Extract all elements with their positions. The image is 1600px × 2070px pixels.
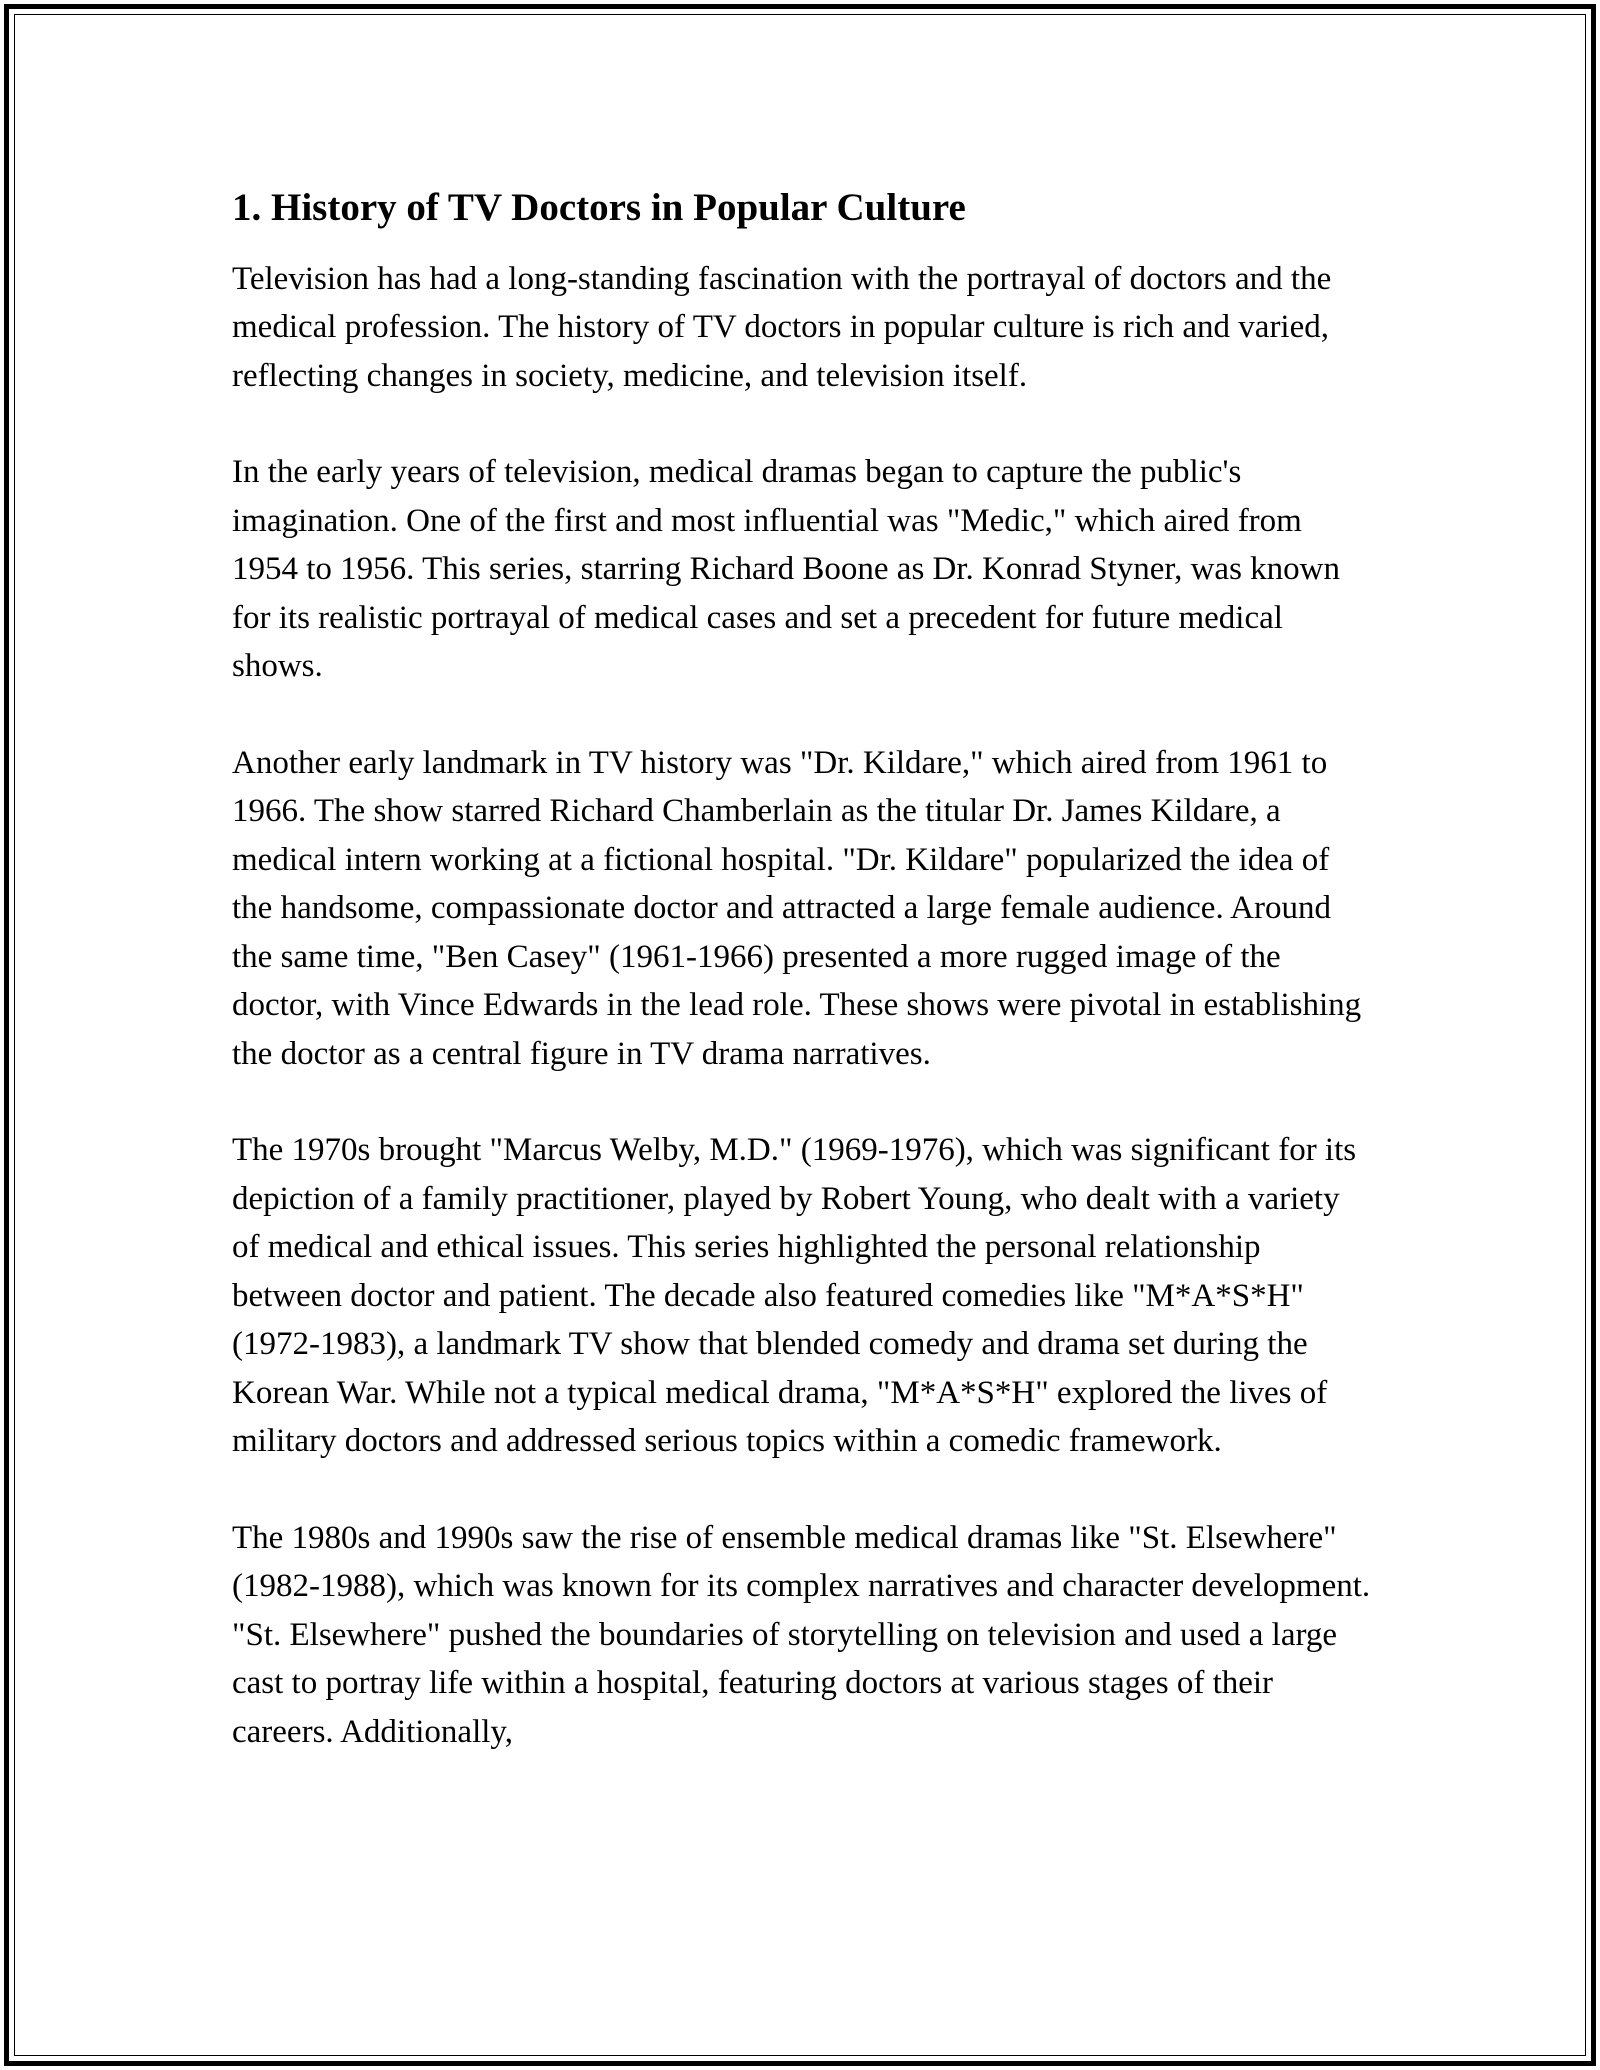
document-body [232,184,1372,1804]
paragraph-dr-kildare: Another early landmark in TV history was "Dr. Kildare," which aired from 1961 to 1966. The show starred Richard Chamberlain as the titular Dr. James Kildare, a medical intern working at a fictional hospital. "Dr. Kildare" popularized the idea of the handsome, compassionate doctor and attracted a large female audience. Around the same time, "Ben Casey" (1961-1966) presented a more rugged image of the doctor, with Vince Edwards in the lead role. These shows were pivotal in establishing the doctor as a central figure in TV drama narratives. [232,744,1362,1072]
paragraph-intro: Television has had a long-standing fascination with the portrayal of doctors and the medical profession. The history of TV doctors in popular culture is rich and varied, reflecting changes in society, medicine, and television itself. [232,260,1332,394]
section-heading: 1. History of TV Doctors in Popular Culture [232,186,966,229]
paragraph-1980s-1990s: The 1980s and 1990s saw the rise of ensemble medical dramas like "St. Elsewhere" (1982-1988), which was known for its complex narratives and character development. "St. Elsewhere" pushed the boundaries of storytelling on television and used a large cast to portray life within a hospital, featuring doctors at various stages of their careers. Additionally, [232,1519,1371,1750]
paragraph-early-years: In the early years of television, medical dramas began to capture the public's imagination. One of the first and most influential was "Medic," which aired from 1954 to 1956. This series, starring Richard Boone as Dr. Konrad Styner, was known for its realistic portrayal of medical cases and set a precedent for future medical shows. [232,454,1340,685]
paragraph-1970s: The 1970s brought "Marcus Welby, M.D." (1969-1976), which was significant for its depiction of a family practitioner, played by Robert Young, who dealt with a variety of medical and ethical issues. This series highlighted the personal relationship between doctor and patient. The decade also featured comedies like "M*A*S*H" (1972-1983), a landmark TV show that blended comedy and drama set during the Korean War. While not a typical medical drama, "M*A*S*H" explored the lives of military doctors and addressed serious topics within a comedic framework. [232,1132,1357,1460]
